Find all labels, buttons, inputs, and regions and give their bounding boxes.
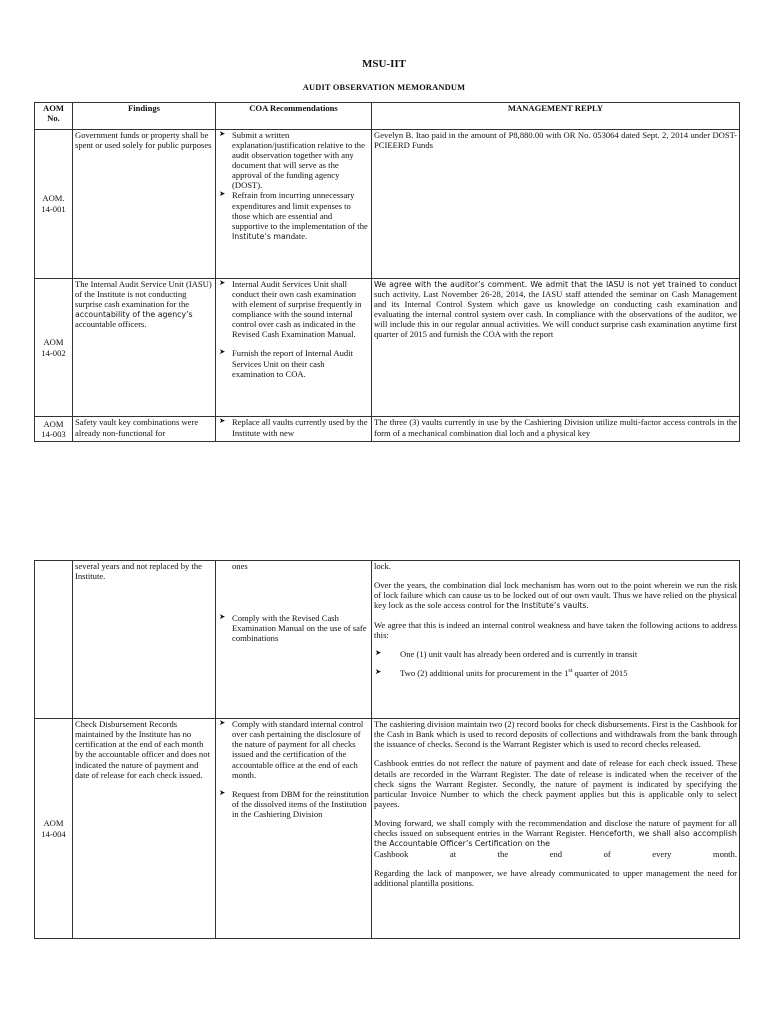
finding-cell: The Internal Audit Service Unit (IASU) of the Institute is not conducting surprise cash examination for the accountability of the agency’s accountable officers.	[73, 278, 216, 417]
table-header-row	[35, 103, 740, 130]
col-header-aom-no: AOM No.	[35, 103, 73, 130]
recommendation-cell	[216, 129, 372, 278]
recommendation-item: ones	[232, 561, 248, 571]
finding-cell: Government funds or property shall be spent or used solely for public purposes	[73, 129, 216, 278]
recommendation-item: ➤ Refrain from incurring unnecessary expenditures and limit expenses to those which are essential and supportive to the implementation of the Institute’s mandate.	[218, 190, 369, 241]
memo-table-page-2	[34, 560, 740, 939]
recommendation-item: ➤ Submit a written explanation/justification relative to the audit observation together with any document that will serve as the approval of the funding agency (DOST).	[218, 130, 369, 191]
col-header-findings: Findings	[73, 103, 216, 130]
recommendation-item: ➤ Furnish the report of Internal Audit Services Unit on their cash examination to COA.	[218, 348, 369, 378]
reply-cell: We agree with the auditor’s comment. We admit that the IASU is not yet trained to conduct such activity. Last November 26-28, 2014, the IASU staff attended the seminar on Cash Management and its Internal Control System which gave us knowledge on conducting cash examination and evaluating the internal control system over cash. In compliance with the observations of the auditor, we will include this in our regular annual activities. We will conduct surprise cash examination anytime first quarter of 2015 and furnish the COA with the report	[372, 278, 740, 417]
recommendation-cell	[216, 417, 372, 442]
recommendation-item: ➤ Request from DBM for the reinstitution of the dissolved items of the Institution in the Cashiering Division	[218, 789, 369, 819]
aom-number: AOM 14-003	[35, 417, 73, 442]
reply-cell: The three (3) vaults currently in use by the Cashiering Division utilize multi-factor access controls in the form of a mechanical combination dial loch and a physical key	[372, 417, 740, 442]
memo-table-page-1	[34, 102, 740, 442]
aom-number: AOM. 14-001	[35, 129, 73, 278]
recommendation-item: ➤ Internal Audit Services Unit shall conduct their own cash examination with element of surprise frequently in compliance with the sound internal control over cash as indicated in the Revised Cash Examination Manual.	[218, 279, 369, 340]
finding-cell: several years and not replaced by the Institute.	[73, 561, 216, 719]
memo-title: AUDIT OBSERVATION MEMORANDUM	[302, 83, 466, 92]
action-item: ➤ Two (2) additional units for procurement in the 1st quarter of 2015	[374, 668, 737, 678]
col-header-management-reply: MANAGEMENT REPLY	[372, 103, 740, 130]
action-item: ➤ One (1) unit vault has already been ordered and is currently in transit	[374, 649, 737, 659]
table-row	[35, 129, 740, 278]
reply-cell: lock. Over the years, the combination dial lock mechanism has worn out to the point wherein we run the risk of lock failure which can cause us to be locked out of our own vault. Thus we have relied on the physical key lock as the sole access control for the Institute’s vaults. We agree that this is indeed an internal control weakness and have taken the following actions to address this: ➤ One (1) unit vault has already been ordered and is currently in transit ➤ Two (2) additional units for procurement in the 1st quarter of 2015	[372, 561, 740, 719]
finding-cell: Check Disbursement Records maintained by the Institute has no certification at the end of each month by the accountable officer and does not indicated the nature of payment and date of release for each check issued.	[73, 719, 216, 939]
finding-cell: Safety vault key combinations were already non-functional for	[73, 417, 216, 442]
recommendation-item: ➤ Comply with standard internal control over cash pertaining the disclosure of the nature of payment for all checks issued and the certification of the accountable office at the end of each month.	[218, 719, 369, 780]
table-row	[35, 561, 740, 719]
reply-cell: The cashiering division maintain two (2) record books for check disbursements. First is the Cashbook for the Cash in Bank which is used to record deposits of collections and withdrawals from the bank through the issuance of checks. Second is the Warrant Register which is used to record checks released. Cashbook entries do not reflect the nature of payment and date of release for each check issued. These details are recorded in the Warrant Register. The date of release is indicated when the receiver of the check signs the Warrant Register. Secondly, the nature of payment is indicated by specifying the particular Invoice Number to which the check payment applies but this is applicable only to select payees. Moving forward, we shall comply with the recommendation and disclose the nature of payment for all checks issued on subsequent entries in the Warrant Register. Henceforth, we shall also accomplish the Accountable Officer’s Certification on the Cashbook at the end of every month. Regarding the lack of manpower, we have already communicated to upper management the need for additional plantilla positions.	[372, 719, 740, 939]
institution-title: MSU-IIT	[361, 58, 406, 70]
recommendation-cell	[216, 719, 372, 939]
recommendation-cell	[216, 278, 372, 417]
reply-cell: Gevelyn B. Itao paid in the amount of P8,880.00 with OR No. 053064 dated Sept. 2, 2014 under DOST-PCIEERD Funds	[372, 129, 740, 278]
table-row	[35, 278, 740, 417]
table-row	[35, 417, 740, 442]
recommendation-cell	[216, 561, 372, 719]
col-header-recommendations: COA Recommendations	[216, 103, 372, 130]
aom-number: AOM 14-004	[35, 719, 73, 939]
aom-number	[35, 561, 73, 719]
aom-number: AOM 14-002	[35, 278, 73, 417]
table-row	[35, 719, 740, 939]
recommendation-item: ➤ Replace all vaults currently used by the Institute with new	[218, 417, 369, 437]
recommendation-item: ➤ Comply with the Revised Cash Examination Manual on the use of safe combinations	[218, 613, 369, 643]
